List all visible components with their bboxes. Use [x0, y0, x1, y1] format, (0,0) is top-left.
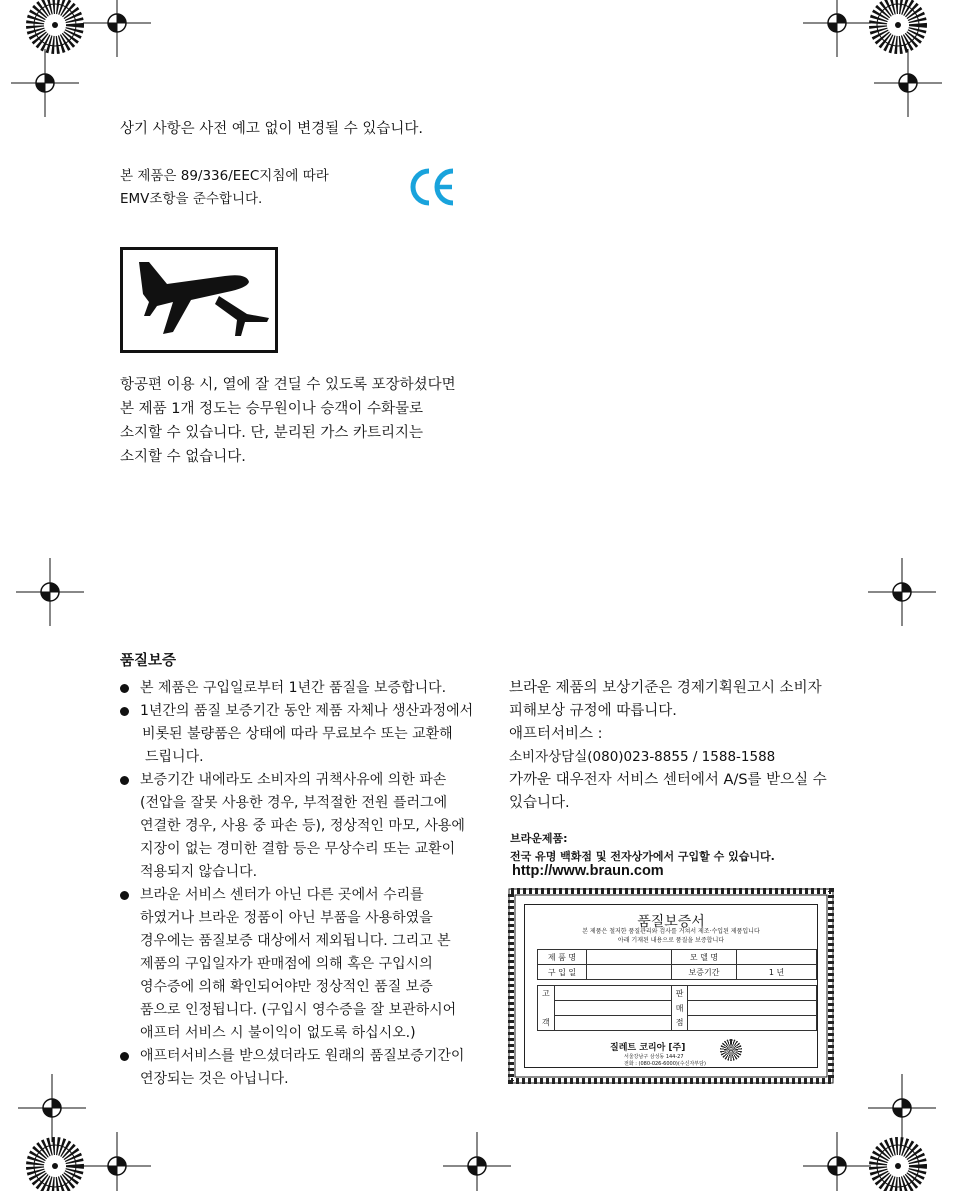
airplane-text-line: 항공편 이용 시, 열에 잘 견딜 수 있도록 포장하셨다면	[120, 377, 456, 393]
bullet-icon	[120, 707, 129, 716]
card-cell: 구 입 일	[538, 965, 587, 980]
airplane-text-line: 본 제품 1개 정도는 승무원이나 승객이 수화물로	[120, 401, 424, 417]
service-line: 가까운 대우전자 서비스 센터에서 A/S를 받으실 수	[509, 772, 827, 788]
card-cell: 고	[538, 986, 555, 1001]
bullet-icon	[120, 891, 129, 900]
list-item-line: 비롯된 불량품은 상태에 따라 무료보수 또는 교환해	[142, 726, 453, 742]
card-cell: 1 년	[737, 965, 817, 980]
service-phone: 소비자상담실(080)023-8855 / 1588-1588	[509, 749, 776, 765]
card-cell: 매	[671, 1001, 688, 1016]
list-item-line: 애프터 서비스 시 불이익이 없도록 하십시오.)	[140, 1025, 416, 1041]
card-cell: 모 델 명	[672, 950, 737, 965]
list-item-line: 애프터서비스를 받으셨더라도 원래의 품질보증기간이	[140, 1048, 465, 1064]
card-cell: 판	[671, 986, 688, 1001]
warranty-card	[508, 888, 834, 1084]
list-item-line: 연결한 경우, 사용 중 파손 등), 정상적인 마모, 사용에	[140, 818, 465, 834]
bullet-icon	[120, 776, 129, 785]
airplane-text-line: 소지할 수 없습니다.	[120, 449, 246, 465]
list-item	[120, 884, 490, 1045]
card-phone: 전화 : (080-026-6000)(수신자부담)	[624, 1061, 706, 1067]
card-cell: 점	[671, 1016, 688, 1031]
list-item-line: 하였거나 브라운 정품이 아닌 부품을 사용하였을	[140, 910, 433, 926]
card-cell	[554, 986, 671, 1001]
list-item-line: 보증기간 내에라도 소비자의 귀책사유에 의한 파손	[140, 772, 447, 788]
card-subtitle: 본 제품은 철저한 품질관리와 검사를 거쳐서 제조·수입된 제품입니다	[582, 928, 760, 935]
list-item-line: 드립니다.	[145, 749, 204, 765]
list-item-line: 지장이 없는 경미한 결함 등은 무상수리 또는 교환이	[140, 841, 456, 857]
service-line: 있습니다.	[509, 795, 570, 811]
airplane-icon-box	[120, 247, 278, 353]
list-item-line: 품으로 인정됩니다. (구입시 영수증을 잘 보관하시어	[140, 1002, 457, 1018]
ce-mark-icon	[408, 166, 456, 208]
purchase-text: 전국 유명 백화점 및 전자상가에서 구입할 수 있습니다.	[510, 850, 775, 863]
airplane-text-line: 소지할 수 있습니다. 단, 분리된 가스 카트리지는	[120, 425, 424, 441]
list-item-line: 연장되는 것은 아닙니다.	[140, 1071, 289, 1087]
list-item-line: 제품의 구입일자가 판매점에 의해 혹은 구입시의	[140, 956, 433, 972]
warranty-list	[120, 677, 490, 1091]
list-item-line: 경우에는 품질보증 대상에서 제외됩니다. 그리고 본	[140, 933, 451, 949]
seal-icon	[720, 1039, 742, 1061]
card-cell	[688, 1016, 817, 1031]
card-table	[537, 985, 817, 1031]
card-cell	[587, 965, 672, 980]
airplane-icon	[123, 250, 275, 350]
card-cell	[737, 950, 817, 965]
card-cell	[554, 1016, 671, 1031]
change-notice: 상기 사항은 사전 예고 없이 변경될 수 있습니다.	[120, 121, 424, 137]
list-item-line: (전압을 잘못 사용한 경우, 부적절한 전원 플러그에	[140, 795, 448, 811]
card-cell	[538, 1001, 555, 1016]
service-line: 피해보상 규정에 따릅니다.	[509, 703, 677, 719]
card-subtitle: 아래 기재된 내용으로 품질을 보증합니다	[617, 937, 725, 944]
list-item	[120, 1045, 490, 1091]
service-line: 브라운 제품의 보상기준은 경제기획원고시 소비자	[509, 680, 822, 696]
emc-text-line: EMV조항을 준수합니다.	[120, 191, 263, 207]
card-cell: 객	[538, 1016, 555, 1031]
card-cell	[587, 950, 672, 965]
braun-url-link[interactable]: http://www.braun.com	[512, 863, 664, 879]
card-title: 품질보증서	[637, 914, 705, 930]
card-address: 서울강남구 삼성동 144-27	[624, 1054, 684, 1060]
list-item-line: 1년간의 품질 보증기간 동안 제품 자체나 생산과정에서	[140, 703, 474, 719]
bullet-icon	[120, 684, 129, 693]
warranty-heading: 품질보증	[120, 653, 177, 669]
list-item-line: 브라운 서비스 센터가 아닌 다른 곳에서 수리를	[140, 887, 424, 903]
emc-text-line: 본 제품은 89/336/EEC지침에 따라	[120, 168, 329, 184]
service-line: 애프터서비스 :	[509, 726, 603, 742]
list-item-line: 영수증에 의해 확인되어야만 정상적인 품질 보증	[140, 979, 433, 995]
list-item-line: 적용되지 않습니다.	[140, 864, 258, 880]
list-item	[120, 700, 490, 769]
gillette-logo-text: 질레트 코리아 [주]	[610, 1043, 686, 1053]
card-table	[537, 949, 817, 980]
list-item	[120, 769, 490, 884]
card-cell	[688, 986, 817, 1001]
bullet-icon	[120, 1052, 129, 1061]
card-cell: 보증기간	[672, 965, 737, 980]
card-cell	[554, 1001, 671, 1016]
list-item-line: 본 제품은 구입일로부터 1년간 품질을 보증합니다.	[140, 680, 447, 696]
purchase-heading: 브라운제품:	[510, 832, 568, 845]
card-cell	[688, 1001, 817, 1016]
card-cell: 제 품 명	[538, 950, 587, 965]
list-item	[120, 677, 490, 700]
